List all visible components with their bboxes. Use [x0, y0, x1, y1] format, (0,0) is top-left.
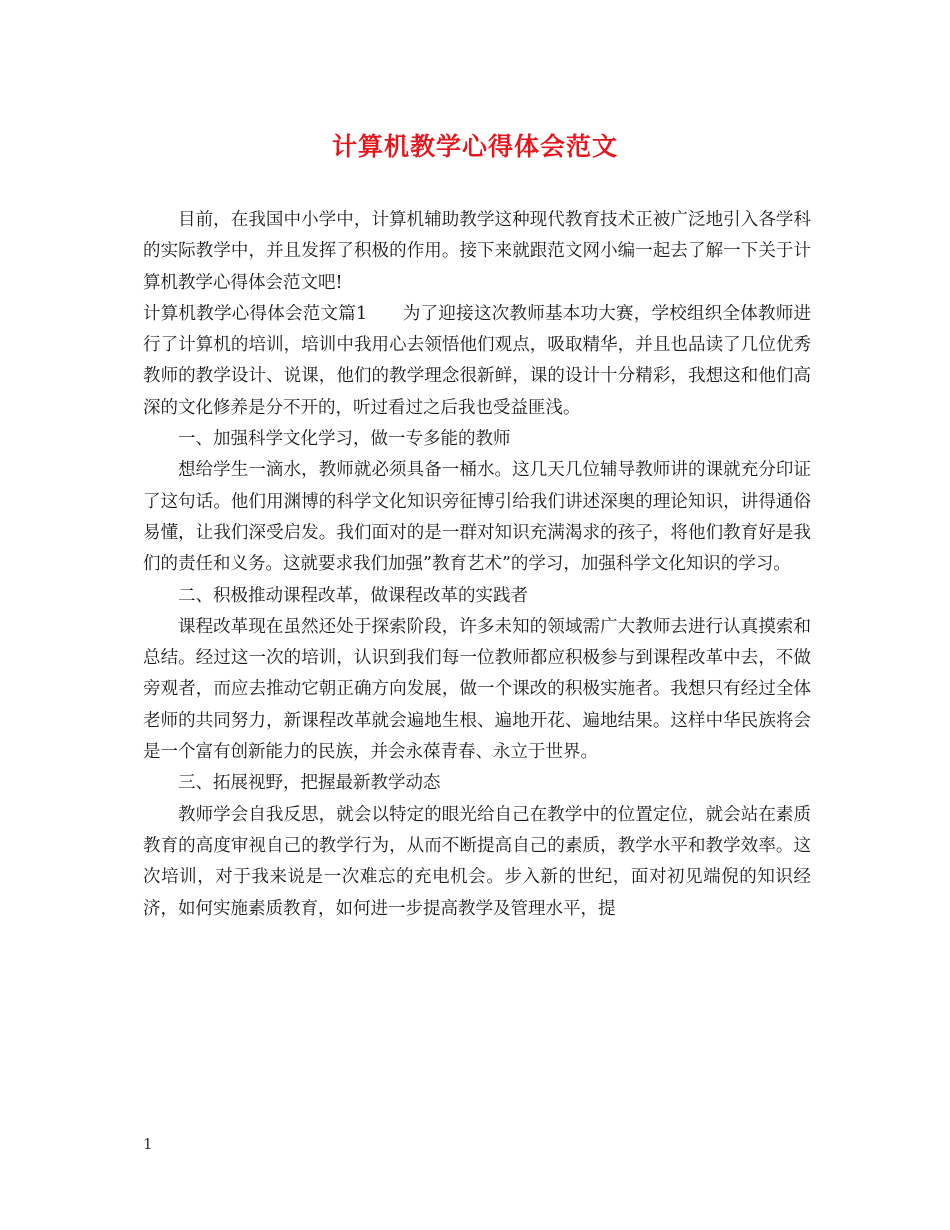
document-title: 计算机教学心得体会范文	[331, 132, 618, 161]
section-1-paragraph: 想给学生一滴水，教师就必须具备一桶水。这几天几位辅导教师讲的课就充分印证了这句话。他们用渊博的科学文化知识旁征博引给我们讲述深奥的理论知识，讲得通俗易懂，让我们深受启发。我们面对的是一群对知识充满渴求的孩子，将他们教育好是我们的责任和义务。这就要求我们加强”教育艺术”的学习，加强科学文化知识的学习。	[143, 460, 811, 575]
intro-paragraph: 目前，在我国中小学中，计算机辅助教学这种现代教育技术正被广泛地引入各学科的实际教学中，并且发挥了积极的作用。接下来就跟范文网小编一起去了解一下关于计算机教学心得体会范文吧!	[143, 210, 811, 293]
section-3-paragraph: 教师学会自我反思，就会以特定的眼光给自己在教学中的位置定位，就会站在素质教育的高度审视自己的教学行为，从而不断提高自己的素质，教学水平和教学效率。这次培训，对于我来说是一次难忘的充电机会。步入新的世纪，面对初见端倪的知识经济，如何实施素质教育，如何进一步提高教学及管理水平，提	[143, 804, 811, 919]
section-2-paragraph: 课程改革现在虽然还处于探索阶段，许多未知的领域需广大教师去进行认真摸索和总结。经过这一次的培训，认识到我们每一位教师都应积极参与到课程改革中去，不做旁观者，而应去推动它朝正确方向发展，做一个课改的积极实施者。我想只有经过全体老师的共同努力，新课程改革就会遍地生根、遍地开花、遍地结果。这样中华民族将会是一个富有创新能力的民族，并会永葆青春、永立于世界。	[143, 616, 811, 763]
document-body	[143, 205, 811, 925]
section-heading-3: 三、拓展视野，把握最新教学动态	[178, 773, 441, 794]
essay-1-paragraph: 计算机教学心得体会范文篇1 为了迎接这次教师基本功大赛，学校组织全体教师进行了计算机的培训，培训中我用心去领悟他们观点，吸取精华，并且也品读了几位优秀教师的教学设计、说课，他们的教学理念很新鲜，课的设计十分精彩，我想这和他们高深的文化修养是分不开的，听过看过之后我也受益匪浅。	[143, 303, 811, 418]
section-heading-2: 二、积极推动课程改革，做课程改革的实践者	[178, 585, 528, 606]
page-number: 1	[143, 1135, 153, 1153]
section-heading-1: 一、加强科学文化学习，做一专多能的教师	[178, 429, 511, 450]
